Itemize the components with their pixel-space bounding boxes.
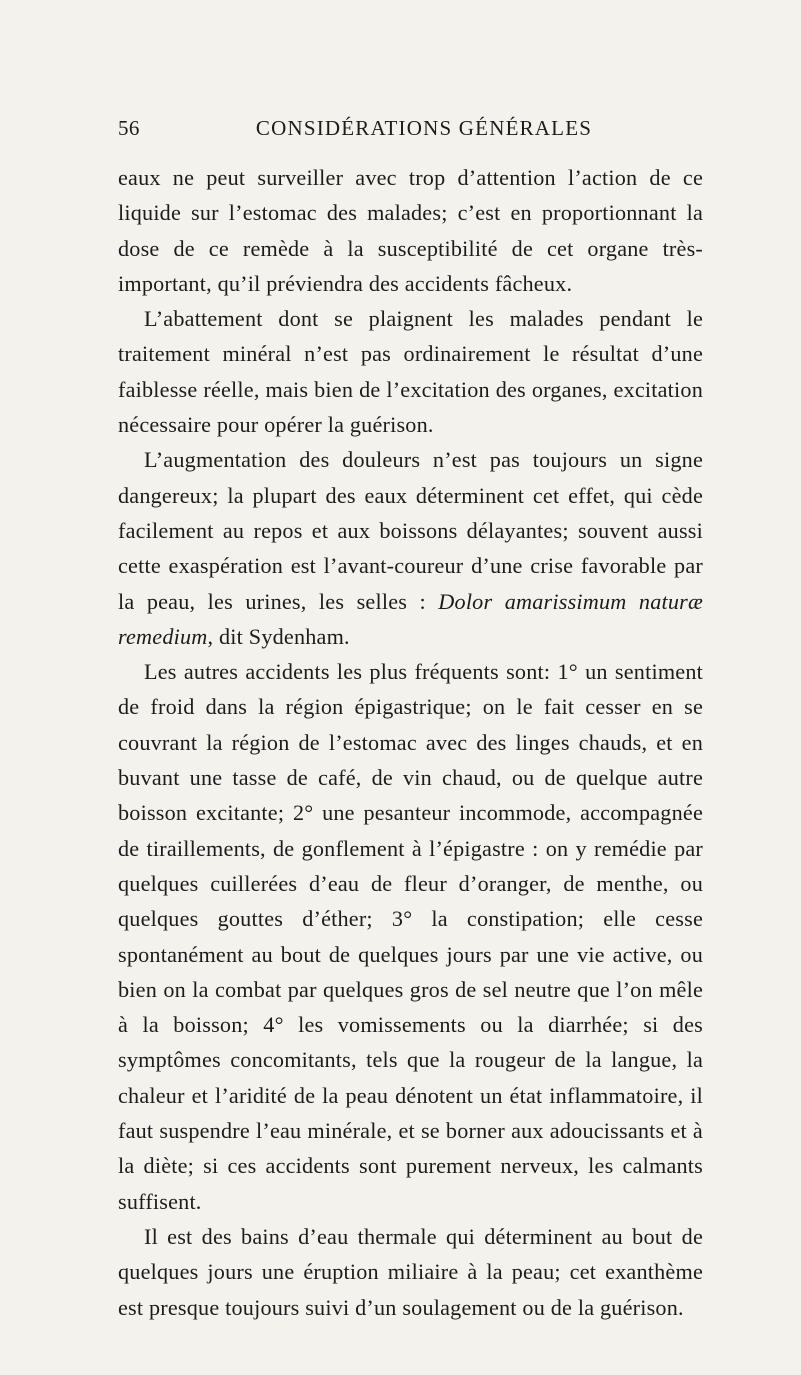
paragraph-augmentation-text: L’augmentation des douleurs n’est pas toujours un signe dangereux; la plupart des eaux déterminent cet effet, qui cède facilement au repos et aux boissons délayantes; souvent aussi cette exaspération est l’avant-coureur d’une crise favorable par la peau, les urines, les selles :: [118, 447, 703, 614]
paragraph-augmentation: [118, 442, 703, 654]
page-number: 56: [118, 116, 140, 140]
paragraph-abattement: L’abattement dont se plaignent les malades pendant le traitement minéral n’est pas ordinairement le résultat d’une faiblesse réelle, mais bien de l’excitation des organes, excitation nécessaire pour opérer la guérison.: [118, 306, 703, 438]
running-head: [118, 116, 700, 146]
paragraph-bains: Il est des bains d’eau thermale qui déterminent au bout de quelques jours une éruption miliaire à la peau; cet exanthème est presque toujours suivi d’un soulagement ou de la guérison.: [118, 1223, 703, 1320]
latin-quotation: Dolor amarissimum naturæ remedium: [118, 588, 704, 649]
paragraph-accidents: Les autres accidents les plus fréquents sont: 1° un sentiment de froid dans la région épigastrique; on le fait cesser en se couvrant la région de l’estomac avec des linges chauds, et en buvant une tasse de café, de vin chaud, ou de quelque autre boisson excitante; 2° une pesanteur incommode, accompagnée de tiraillements, de gonflement à l’épigastre : on y remédie par quelques cuillerées d’eau de fleur d’oranger, de menthe, ou quelques gouttes d’éther; 3° la constipation; elle cesse spontanément au bout de quelques jours par une vie active, ou bien on la combat par quelques gros de sel neutre que l’on mêle à la boisson; 4° les vomissements ou la diarrhée; si des symptômes concomitants, tels que la rougeur de la langue, la chaleur et l’aridité de la peau dénotent un état inflammatoire, il faut suspendre l’eau minérale, et se borner aux adoucissants et à la diète; si ces accidents sont purement nerveux, les calmants suffisent.: [118, 659, 703, 1214]
body-text: [118, 160, 703, 1325]
running-title: CONSIDÉRATIONS GÉNÉRALES: [255, 116, 593, 140]
paragraph-augmentation-attribution: , dit Sydenham.: [207, 623, 350, 649]
paragraph-continuation: eaux ne peut surveiller avec trop d’attention l’action de ce liquide sur l’estomac des malades; c’est en proportionnant la dose de ce remède à la susceptibilité de cet organe très-important, qu’il préviendra des accidents fâcheux.: [118, 165, 703, 296]
